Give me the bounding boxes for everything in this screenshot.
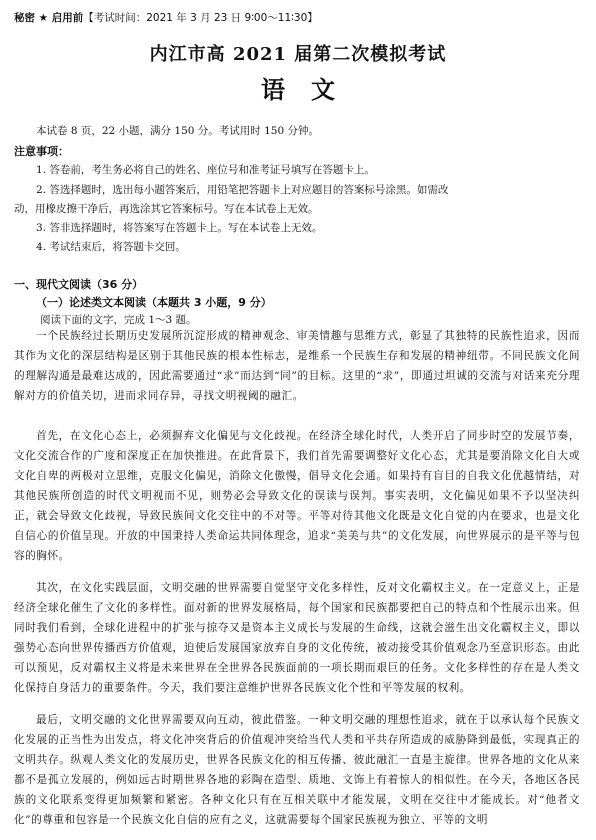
paragraph-3: 其次，在文化实践层面，文明交融的世界需要自觉坚守文化多样性，反对文化霸权主义。在一定意义上，正是经济全球化催生了文化的多样性。面对新的世界发展格局，每个国家和民族都要把自己的特点和个性展示出来。但同时我们看到，全球化进程中的扩张与掠夺又是资本主义成长与发展的生命线，这就会滋生出文化霸权主义，即以强势心态向世界传播西方价值观，迫使后发展国家放弃自身的文化传统，被动接受其价值观念乃至意识形态。由此可以预见，反对霸权主义将是未来世界在全世界各民族面前的一项长期而艰巨的任务。文化多样性的存在是人类文化保持自身活力的重要条件。今天，我们要注意维护世界各民族文化个性和平等发展的权利。: [14, 582, 580, 694]
star-icon: ★: [38, 12, 49, 24]
subsection-heading: （一）论述类文本阅读（本题共 3 小题，9 分）: [36, 296, 272, 309]
notice-item-3: 3. 答非选择题时，将答案写在答题卡上。写在本试卷上无效。: [36, 222, 323, 234]
exam-time: 【考试时间：2021 年 3 月 23 日 9∶00～11∶30】: [83, 12, 318, 24]
notice-item-2-cont: 动，用橡皮擦干净后，再选涂其它答案标号。写在本试卷上无效。: [14, 203, 319, 215]
notice-item-2: 2. 答选择题时，选出每小题答案后，用铅笔把答题卡上对应题目的答案标号涂黑。如需改: [36, 184, 449, 196]
reading-instruction: 阅读下面的文字，完成 1～3 题。: [40, 314, 197, 326]
section-heading: 一、现代文阅读（36 分）: [14, 278, 144, 291]
paragraph-4: 最后，文明交融的文化世界需要双向互动，彼此借鉴。一种文明交融的理想性追求，就在于以承认每个民族文化发展的正当性为出发点，将文化冲突背后的价值观冲突给当代人类和平共存所造成的威胁降到最低，实现真正的文明共存。纵观人类文化的发展历史，世界各民族文化的相互传播、彼此融汇一直是主旋律。世界各地的文化从来都不是孤立发展的，例如远古时期世界各地的彩陶在造型、质地、文饰上有着惊人的相似性。在今天，各地区各民族的文化联系变得更加频繁和紧密。各种文化只有在互相关联中才能发展，文明在交往中才能成长。对“他者文化”的尊重和包容是一个民族文化自信的应有之义，这就需要每个国家民族视为独立、平等的文明: [14, 714, 580, 826]
subject-title: 语文: [261, 75, 361, 104]
paragraph-1: 一个民族经过长期历史发展所沉淀形成的精神观念、审美情趣与思维方式，彰显了其独特的民族性追求，因而其作为文化的深层结构是区别于其他民族的根本性标志，是维系一个民族生存和发展的精神纽带。不同民族文化间的理解沟通是最难达成的，因此需要通过“求”而达到“同”的目标。这里的“求”，即通过坦诚的交流与对话来充分理解对方的价值关切，进而求同存异，寻找文明视阈的融汇。: [14, 330, 580, 402]
confidential-label: 秘密: [14, 12, 35, 24]
notice-heading: 注意事项：: [14, 145, 69, 158]
notice-item-1: 1. 答卷前，考生务必将自己的姓名、座位号和准考证号填写在答题卡上。: [36, 164, 375, 176]
paragraph-2: 首先，在文化心态上，必须摒弃文化偏见与文化歧视。在经济全球化时代，人类开启了同步时空的发展节奏，文化交流合作的广度和深度正在加快推进。在此背景下，我们首先需要调整好文化心态，尤其是要消除文化自大或文化自卑的两极对立思维，克服文化偏见，消除文化傲慢，倡导文化会通。如果持有盲目的自我文化优越情结，对其他民族所创造的时代文明视而不见，则势必会导致文化的误读与误判。事实表明，文化偏见如果不予以坚决纠正，就会导致文化歧视，导致民族间文化交往中的不对等。平等对待其他文化既是文化自觉的内在要求，也是文化自信心的价值呈现。开放的中国秉持人类命运共同体理念，追求“美美与共”的文化发展，向世界展示的是平等与包容的胸怀。: [14, 430, 580, 562]
exam-title: 内江市高 2021 届第二次模拟考试: [149, 44, 447, 65]
notice-item-4: 4. 考试结束后，将答题卡交回。: [36, 241, 186, 253]
confidentiality-header: [14, 10, 318, 25]
before-use-label: 启用前: [51, 12, 84, 24]
exam-intro: 本试卷 8 页，22 小题，满分 150 分。考试用时 150 分钟。: [36, 125, 319, 137]
